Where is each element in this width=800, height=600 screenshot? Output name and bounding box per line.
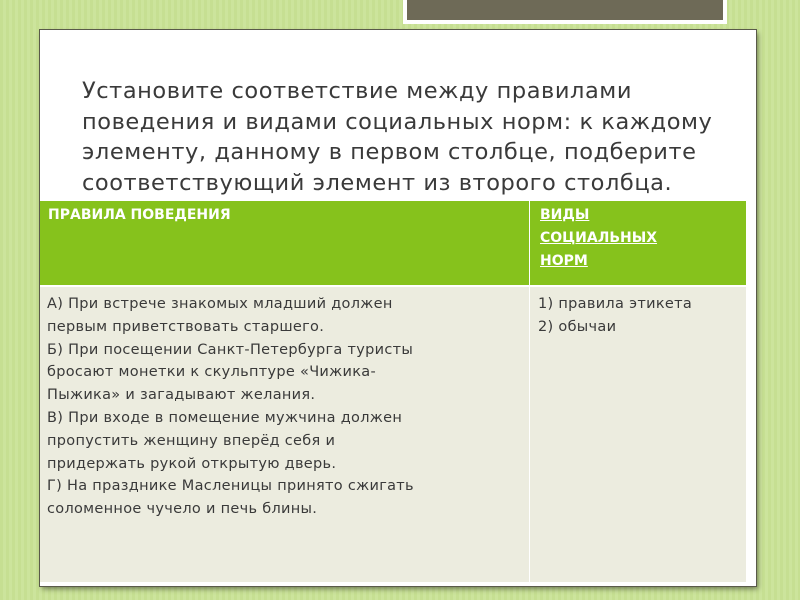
header-social-norm-types [530,201,746,285]
header-rules-label: ПРАВИЛА ПОВЕДЕНИЯ [48,207,231,223]
rule-line: Пыжика» и загадывают желания. [47,387,316,404]
header-rules-of-behavior [40,201,530,285]
rule-line: Б) При посещении Санкт-Петербурга туристы [47,341,414,358]
rules-cell [47,293,523,521]
rule-line: пропустить женщину вперёд себя и [47,432,336,449]
rule-line: придержать рукой открытую дверь. [47,455,337,472]
column-divider [529,287,530,582]
rule-line: соломенное чучело и печь блины. [47,501,318,518]
header-divider [40,285,746,287]
rule-line: бросают монетки к скульптуре «Чижика- [47,364,377,381]
norms-cell [538,293,743,339]
title-line: поведения и видами социальных норм: к каждому [82,108,713,135]
header-norms-line: НОРМ [540,253,588,269]
matching-table [40,201,746,582]
rule-line: В) При входе в помещение мужчина должен [47,409,403,426]
norm-item: 1) правила этикета [538,296,693,312]
norm-item: 2) обычаи [538,318,617,335]
rule-line: А) При встрече знакомых младший должен [47,296,393,312]
header-norms-line: ВИДЫ [540,207,590,223]
decorative-top-band [403,0,727,24]
title-line: соответствующий элемент из второго столбца. [82,169,673,196]
title-line: Установите соответствие между правилами [82,78,633,104]
title-line: элементу, данному в первом столбце, подберите [82,139,697,165]
rule-line: Г) На празднике Масленицы принято сжигать [47,478,414,495]
rule-line: первым приветствовать старшего. [47,318,325,335]
header-norms-line: СОЦИАЛЬНЫХ [540,230,658,246]
header-norms-label [540,204,740,273]
slide-title [82,76,772,198]
